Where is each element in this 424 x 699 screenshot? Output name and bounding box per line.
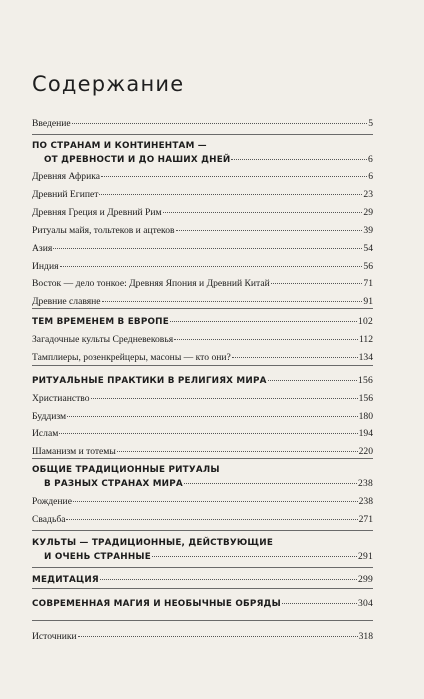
leader-dots [99, 194, 362, 195]
leader-dots [100, 579, 357, 580]
toc-entry-page: 238 [358, 478, 373, 489]
section-divider [32, 620, 373, 621]
leader-dots [282, 603, 357, 604]
section-divider [32, 365, 373, 366]
toc-entry-page: 29 [363, 207, 373, 218]
toc-entry-label-line1: КУЛЬТЫ — ТРАДИЦИОННЫЕ, ДЕЙСТВУЮЩИЕ [32, 538, 274, 548]
toc-entry-label: Рождение [32, 496, 72, 507]
toc-entry-label: Свадьба [32, 514, 66, 525]
leader-dots [102, 301, 363, 302]
toc-entry [32, 224, 373, 237]
toc-entry-page: 6 [368, 154, 373, 165]
toc-entry-label: Ислам [32, 428, 59, 439]
toc-entry-label: СОВРЕМЕННАЯ МАГИЯ И НЕОБЫЧНЫЕ ОБРЯДЫ [32, 599, 281, 609]
toc-entry-page: 299 [358, 574, 373, 585]
section-divider [32, 530, 373, 531]
leader-dots [91, 398, 358, 399]
toc-entry-label: ОТ ДРЕВНОСТИ И ДО НАШИХ ДНЕЙ [44, 155, 231, 165]
section-divider [32, 588, 373, 589]
toc-entry-page: 112 [358, 334, 373, 345]
toc-entry-page: 102 [358, 316, 373, 327]
toc-entry-label: В РАЗНЫХ СТРАНАХ МИРА [44, 479, 183, 489]
leader-dots [231, 159, 367, 160]
toc-entry [32, 188, 373, 201]
toc-entry-page: 6 [368, 171, 373, 182]
leader-dots [73, 501, 358, 502]
leader-dots [184, 483, 357, 484]
toc-entry-page: 39 [363, 225, 373, 236]
toc-section-modern-magic [32, 597, 373, 611]
toc-entry-label: Древние славяне [32, 296, 101, 307]
toc-entry-label-line1: ПО СТРАНАМ И КОНТИНЕНТАМ — [32, 141, 207, 151]
leader-dots [170, 321, 357, 322]
toc-entry-label: МЕДИТАЦИЯ [32, 575, 99, 585]
leader-dots [117, 451, 358, 452]
toc-entry [32, 410, 373, 423]
toc-entry [32, 445, 373, 458]
toc-entry [32, 351, 373, 364]
toc-entry-label: Ритуалы майя, тольтеков и ацтеков [32, 225, 175, 236]
toc-entry-label: Буддизм [32, 411, 67, 422]
toc-entry-label: Азия [32, 243, 53, 254]
toc-entry-page: 238 [358, 496, 373, 507]
section-divider [32, 458, 373, 459]
toc-entry-page: 71 [363, 278, 373, 289]
leader-dots [60, 266, 363, 267]
toc-entry [32, 427, 373, 440]
toc-entry-label: Древняя Африка [32, 171, 100, 182]
toc-entry-label: Источники [32, 631, 77, 642]
leader-dots [78, 636, 358, 637]
leader-dots [268, 380, 357, 381]
toc-entry-page: 318 [358, 631, 373, 642]
toc-entry [32, 277, 373, 290]
toc-section-religions [32, 374, 373, 388]
toc-entry-page: 220 [358, 446, 373, 457]
toc-section-meditation [32, 573, 373, 587]
toc-entry-label: Тамплиеры, розенкрейцеры, масоны — кто они? [32, 352, 231, 363]
toc-section-traditional-rituals [32, 464, 373, 491]
leader-dots [67, 416, 358, 417]
toc-entry-label-line1: ОБЩИЕ ТРАДИЦИОННЫЕ РИТУАЛЫ [32, 465, 220, 475]
toc-entry-page: 304 [358, 598, 373, 609]
toc-section-cults [32, 537, 373, 564]
toc-section-countries [32, 140, 373, 167]
toc-entry [32, 392, 373, 405]
toc-entry-label: Древний Египет [32, 189, 99, 200]
leader-dots [174, 339, 358, 340]
leader-dots [152, 556, 357, 557]
toc-entry-label: И ОЧЕНЬ СТРАННЫЕ [44, 552, 151, 562]
toc-entry-page: 134 [358, 352, 373, 363]
leader-dots [163, 212, 363, 213]
toc-entry [32, 170, 373, 183]
toc-entry [32, 513, 373, 526]
toc-entry-label: Индия [32, 261, 59, 272]
section-divider [32, 308, 373, 309]
toc-entry-page: 180 [358, 411, 373, 422]
section-divider [32, 134, 373, 135]
toc-entry [32, 333, 373, 346]
toc-entry-label: РИТУАЛЬНЫЕ ПРАКТИКИ В РЕЛИГИЯХ МИРА [32, 376, 267, 386]
leader-dots [176, 230, 363, 231]
toc-entry-label: Загадочные культы Средневековья [32, 334, 174, 345]
toc-entry-page: 271 [358, 514, 373, 525]
toc-entry [32, 295, 373, 308]
leader-dots [271, 283, 363, 284]
toc-entry-introduction [32, 117, 373, 130]
toc-entry-page: 156 [358, 393, 373, 404]
toc-entry-page: 56 [363, 261, 373, 272]
leader-dots [66, 519, 357, 520]
toc-entry-label: Христианство [32, 393, 90, 404]
toc-entry-page: 194 [358, 428, 373, 439]
toc-entry-page: 23 [363, 189, 373, 200]
toc-entry [32, 495, 373, 508]
leader-dots [59, 433, 357, 434]
toc-section-europe [32, 315, 373, 329]
toc-entry-label: Древняя Греция и Древний Рим [32, 207, 162, 218]
toc-entry-page: 291 [358, 551, 373, 562]
toc-entry [32, 260, 373, 273]
leader-dots [53, 248, 362, 249]
toc-entry [32, 206, 373, 219]
toc-entry-page: 54 [363, 243, 373, 254]
leader-dots [72, 123, 368, 124]
toc-entry-sources [32, 630, 373, 643]
toc-entry-page: 91 [363, 296, 373, 307]
leader-dots [232, 357, 358, 358]
page-title: Содержание [32, 72, 185, 96]
toc-entry [32, 242, 373, 255]
toc-entry-label: Введение [32, 118, 71, 129]
toc-entry-page: 156 [358, 375, 373, 386]
leader-dots [101, 176, 367, 177]
section-divider [32, 567, 373, 568]
toc-entry-label: ТЕМ ВРЕМЕНЕМ В ЕВРОПЕ [32, 317, 169, 327]
toc-entry-label: Восток — дело тонкое: Древняя Япония и Древний Китай [32, 278, 270, 289]
toc-entry-page: 5 [368, 118, 373, 129]
toc-entry-label: Шаманизм и тотемы [32, 446, 116, 457]
